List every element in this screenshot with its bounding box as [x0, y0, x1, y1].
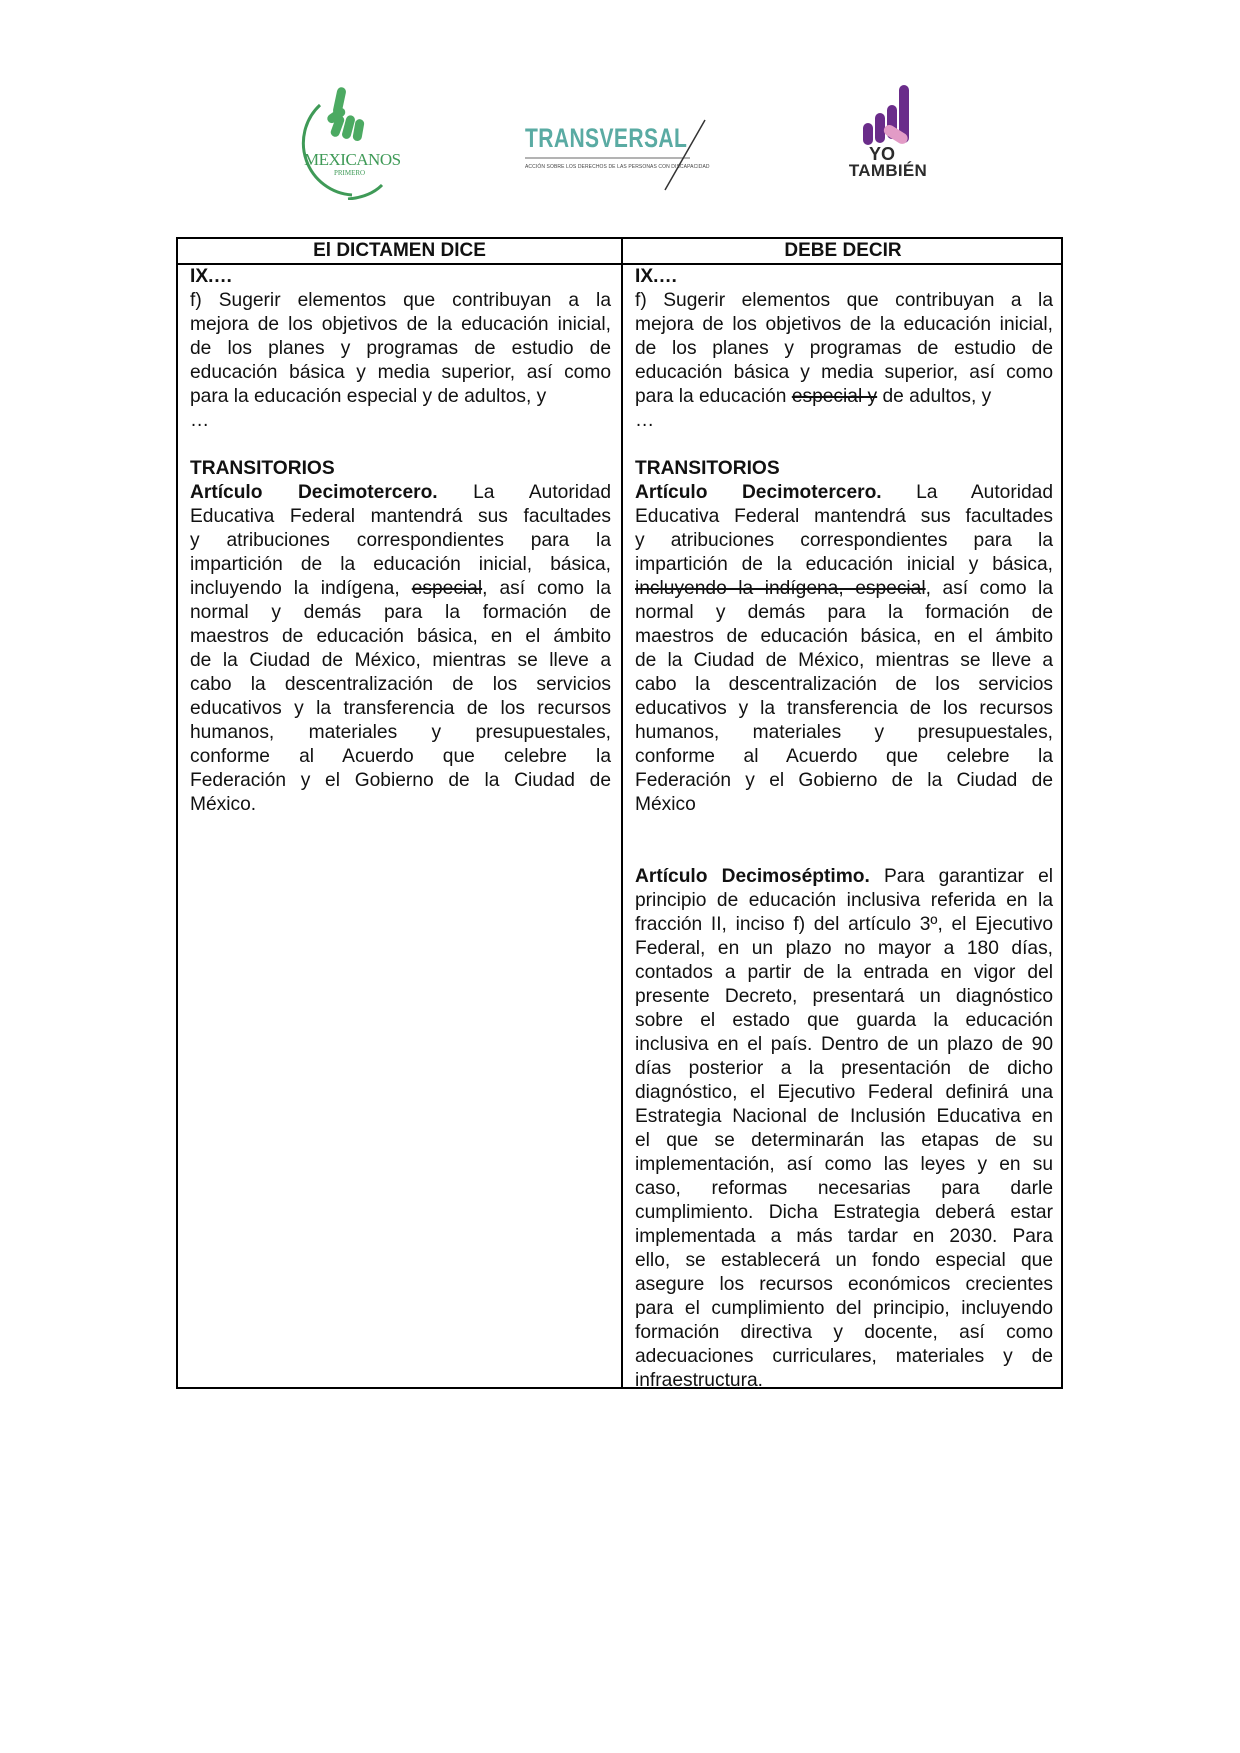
text-segment: Federal, en un plazo no mayor a 180 días,	[635, 938, 1053, 959]
text-line	[635, 1345, 1053, 1369]
yo-logo-text: YO	[868, 144, 895, 164]
text-segment: inclusiva en el país. Dentro de un plazo de 90	[635, 1034, 1053, 1055]
text-segment: maestros de educación básica, en el ámbito	[635, 626, 1053, 647]
text-line	[635, 697, 1053, 721]
text-line	[190, 289, 611, 313]
text-segment: mejora de los objetivos de la educación inicial,	[635, 314, 1053, 335]
text-segment: México	[635, 794, 696, 815]
text-segment: Estrategia Nacional de Inclusión Educativa en	[635, 1106, 1053, 1127]
text-segment: y atribuciones correspondientes para la	[635, 530, 1053, 551]
text-segment: La Autoridad	[881, 482, 1053, 503]
text-line	[635, 1105, 1053, 1129]
text-segment: educativos y la transferencia de los recursos	[190, 698, 611, 719]
slash-divider-icon	[525, 118, 715, 193]
text-line	[635, 1057, 1053, 1081]
text-segment: , así como la	[925, 578, 1053, 599]
text-segment: de la Ciudad de México, mientras se lleve a	[190, 650, 611, 671]
mexicanos-primero-logo	[290, 85, 400, 200]
text-line	[635, 649, 1053, 673]
text-segment: principio de educación inclusiva referida en la	[635, 890, 1053, 911]
text-segment: de los planes y programas de estudio de	[190, 338, 611, 359]
text-line	[635, 1081, 1053, 1105]
text-segment: incluyendo la indígena,	[190, 578, 412, 599]
text-line	[190, 769, 611, 793]
text-segment: el que se determinarán las etapas de su	[635, 1130, 1053, 1151]
text-segment: México.	[190, 794, 257, 815]
text-segment: cabo la descentralización de los servicios	[635, 674, 1053, 695]
text-segment: implementada a más tardar en 2030. Para	[635, 1226, 1053, 1247]
blank-line	[635, 817, 1053, 841]
text-segment: , así como la	[482, 578, 611, 599]
text-line	[635, 409, 1053, 433]
text-segment: impartición de la educación inicial y básica,	[635, 554, 1053, 575]
text-segment: sobre el estado que guarda la educación	[635, 1010, 1053, 1031]
text-line	[190, 529, 611, 553]
header-logos	[0, 0, 1240, 210]
bold-text: Artículo Decimotercero.	[190, 482, 438, 503]
text-line	[190, 793, 611, 817]
text-line	[635, 1153, 1053, 1177]
text-line	[190, 673, 611, 697]
text-line	[635, 1369, 1053, 1393]
text-segment: presente Decreto, presentará un diagnóstico	[635, 986, 1053, 1007]
transversal-logo	[525, 118, 715, 193]
text-segment: Para garantizar el	[869, 866, 1053, 887]
text-segment: fracción II, inciso f) del artículo 3º, el Ejecutivo	[635, 914, 1053, 935]
text-segment: educación básica y media superior, así como	[190, 362, 611, 383]
text-line	[635, 1297, 1053, 1321]
blank-line	[635, 841, 1053, 865]
text-line	[635, 961, 1053, 985]
text-line	[190, 385, 611, 409]
text-line	[635, 1129, 1053, 1153]
text-line	[635, 361, 1053, 385]
text-segment: para el cumplimiento del principio, incluyendo	[635, 1298, 1053, 1319]
text-segment: …	[190, 410, 210, 431]
bold-text: IX.…	[635, 266, 678, 287]
text-segment: infraestructura.	[635, 1370, 763, 1391]
text-line	[190, 265, 611, 289]
comparison-table	[176, 237, 1063, 1389]
bold-text: TRANSITORIOS	[635, 458, 780, 479]
text-line	[635, 865, 1053, 889]
text-line	[635, 673, 1053, 697]
text-segment: para la educación especial y de adultos, y	[190, 386, 547, 407]
text-line	[635, 985, 1053, 1009]
bold-text: TRANSITORIOS	[190, 458, 335, 479]
text-segment: de adultos, y	[877, 386, 992, 407]
text-segment: f) Sugerir elementos que contribuyan a la	[190, 290, 611, 311]
column-divider	[621, 239, 623, 1387]
text-line	[635, 1321, 1053, 1345]
text-line	[635, 1201, 1053, 1225]
text-line	[190, 361, 611, 385]
text-segment: y atribuciones correspondientes para la	[190, 530, 611, 551]
text-line	[635, 337, 1053, 361]
text-line	[635, 385, 1053, 409]
yo-tambien-logo	[843, 85, 933, 180]
text-segment: Federación y el Gobierno de la Ciudad de	[635, 770, 1053, 791]
text-segment: educación básica y media superior, así como	[635, 362, 1053, 383]
text-segment: adecuaciones curriculares, materiales y de	[635, 1346, 1053, 1367]
text-line	[635, 577, 1053, 601]
text-line	[635, 721, 1053, 745]
column-body-debe-decir	[635, 265, 1053, 1393]
text-segment: diagnóstico, el Ejecutivo Federal definirá una	[635, 1082, 1053, 1103]
text-line	[190, 625, 611, 649]
text-line	[635, 1249, 1053, 1273]
text-segment: ello, se establecerá un fondo especial que	[635, 1250, 1053, 1271]
text-segment: …	[635, 410, 655, 431]
text-line	[190, 721, 611, 745]
text-line	[635, 289, 1053, 313]
text-segment: formación directiva y docente, así como	[635, 1322, 1053, 1343]
text-segment: conforme al Acuerdo que celebre la	[190, 746, 611, 767]
text-segment: Educativa Federal mantendrá sus facultades	[635, 506, 1053, 527]
text-segment: humanos, materiales y presupuestales,	[190, 722, 611, 743]
text-segment: impartición de la educación inicial, básica,	[190, 554, 611, 575]
text-line	[190, 313, 611, 337]
text-line	[190, 553, 611, 577]
column-header-dictamen-dice: El DICTAMEN DICE	[313, 240, 486, 261]
text-line	[635, 481, 1053, 505]
text-line	[635, 1177, 1053, 1201]
text-segment: de la Ciudad de México, mientras se lleve a	[635, 650, 1053, 671]
text-segment: normal y demás para la formación de	[190, 602, 611, 623]
text-line	[190, 601, 611, 625]
text-line	[635, 937, 1053, 961]
blank-line	[635, 433, 1053, 457]
text-segment: días posterior a la presentación de dicho	[635, 1058, 1053, 1079]
text-segment: para la educación	[635, 386, 792, 407]
struck-text: especial y	[791, 386, 878, 407]
text-segment: Educativa Federal mantendrá sus facultades	[190, 506, 611, 527]
text-line	[190, 481, 611, 505]
text-segment: contados a partir de la entrada en vigor del	[635, 962, 1053, 983]
blank-line	[190, 433, 611, 457]
text-line	[635, 793, 1053, 817]
text-segment: mejora de los objetivos de la educación inicial,	[190, 314, 611, 335]
text-segment: cumplimiento. Dicha Estrategia deberá estar	[635, 1202, 1053, 1223]
text-segment: maestros de educación básica, en el ámbito	[190, 626, 611, 647]
text-line	[635, 1225, 1053, 1249]
transversal-logo-subtitle: ACCIÓN SOBRE LOS DERECHOS DE LAS PERSONAS CON DISCAPACIDAD	[525, 164, 710, 170]
text-line	[635, 1273, 1053, 1297]
bold-text: Artículo Decimotercero.	[635, 482, 882, 503]
text-segment: de los planes y programas de estudio de	[635, 338, 1053, 359]
rising-bars-hand-icon	[843, 85, 933, 147]
text-line	[190, 697, 611, 721]
text-line	[190, 337, 611, 361]
bold-text: Artículo Decimoséptimo.	[635, 866, 870, 887]
text-segment: f) Sugerir elementos que contribuyan a la	[635, 290, 1053, 311]
text-line	[635, 505, 1053, 529]
text-line	[635, 913, 1053, 937]
text-segment: humanos, materiales y presupuestales,	[635, 722, 1053, 743]
column-body-dictamen-dice	[190, 265, 611, 817]
bold-text: IX.…	[190, 266, 233, 287]
text-line	[635, 457, 1053, 481]
text-segment: educativos y la transferencia de los recursos	[635, 698, 1053, 719]
text-line	[635, 1009, 1053, 1033]
text-line	[190, 577, 611, 601]
text-line	[190, 409, 611, 433]
text-line	[635, 625, 1053, 649]
text-segment: asegure los recursos económicos crecientes	[635, 1274, 1053, 1295]
text-line	[635, 601, 1053, 625]
struck-text: especial	[411, 578, 483, 599]
text-line	[190, 745, 611, 769]
raised-hand-icon	[290, 85, 400, 200]
text-line	[635, 745, 1053, 769]
column-header-debe-decir: DEBE DECIR	[784, 240, 902, 261]
text-segment: Federación y el Gobierno de la Ciudad de	[190, 770, 611, 791]
text-segment: conforme al Acuerdo que celebre la	[635, 746, 1053, 767]
text-line	[635, 265, 1053, 289]
text-segment: normal y demás para la formación de	[635, 602, 1053, 623]
text-line	[635, 553, 1053, 577]
struck-text: incluyendo la indígena, especial	[635, 578, 926, 599]
primero-logo-text: PRIMERO	[334, 169, 366, 177]
mexicanos-logo-text: MEXICANOS	[304, 150, 401, 169]
text-segment: caso, reformas necesarias para darle	[635, 1178, 1053, 1199]
text-line	[190, 649, 611, 673]
text-segment: implementación, así como las leyes y en su	[635, 1154, 1053, 1175]
transversal-logo-text: TRANSVERSAL	[525, 123, 688, 153]
text-line	[635, 889, 1053, 913]
text-line	[190, 457, 611, 481]
text-line	[635, 1033, 1053, 1057]
text-line	[190, 505, 611, 529]
text-segment: cabo la descentralización de los servicios	[190, 674, 611, 695]
text-line	[635, 769, 1053, 793]
text-segment: La Autoridad	[437, 482, 611, 503]
text-line	[635, 313, 1053, 337]
tambien-logo-text: TAMBIÉN	[848, 161, 928, 180]
text-line	[635, 529, 1053, 553]
